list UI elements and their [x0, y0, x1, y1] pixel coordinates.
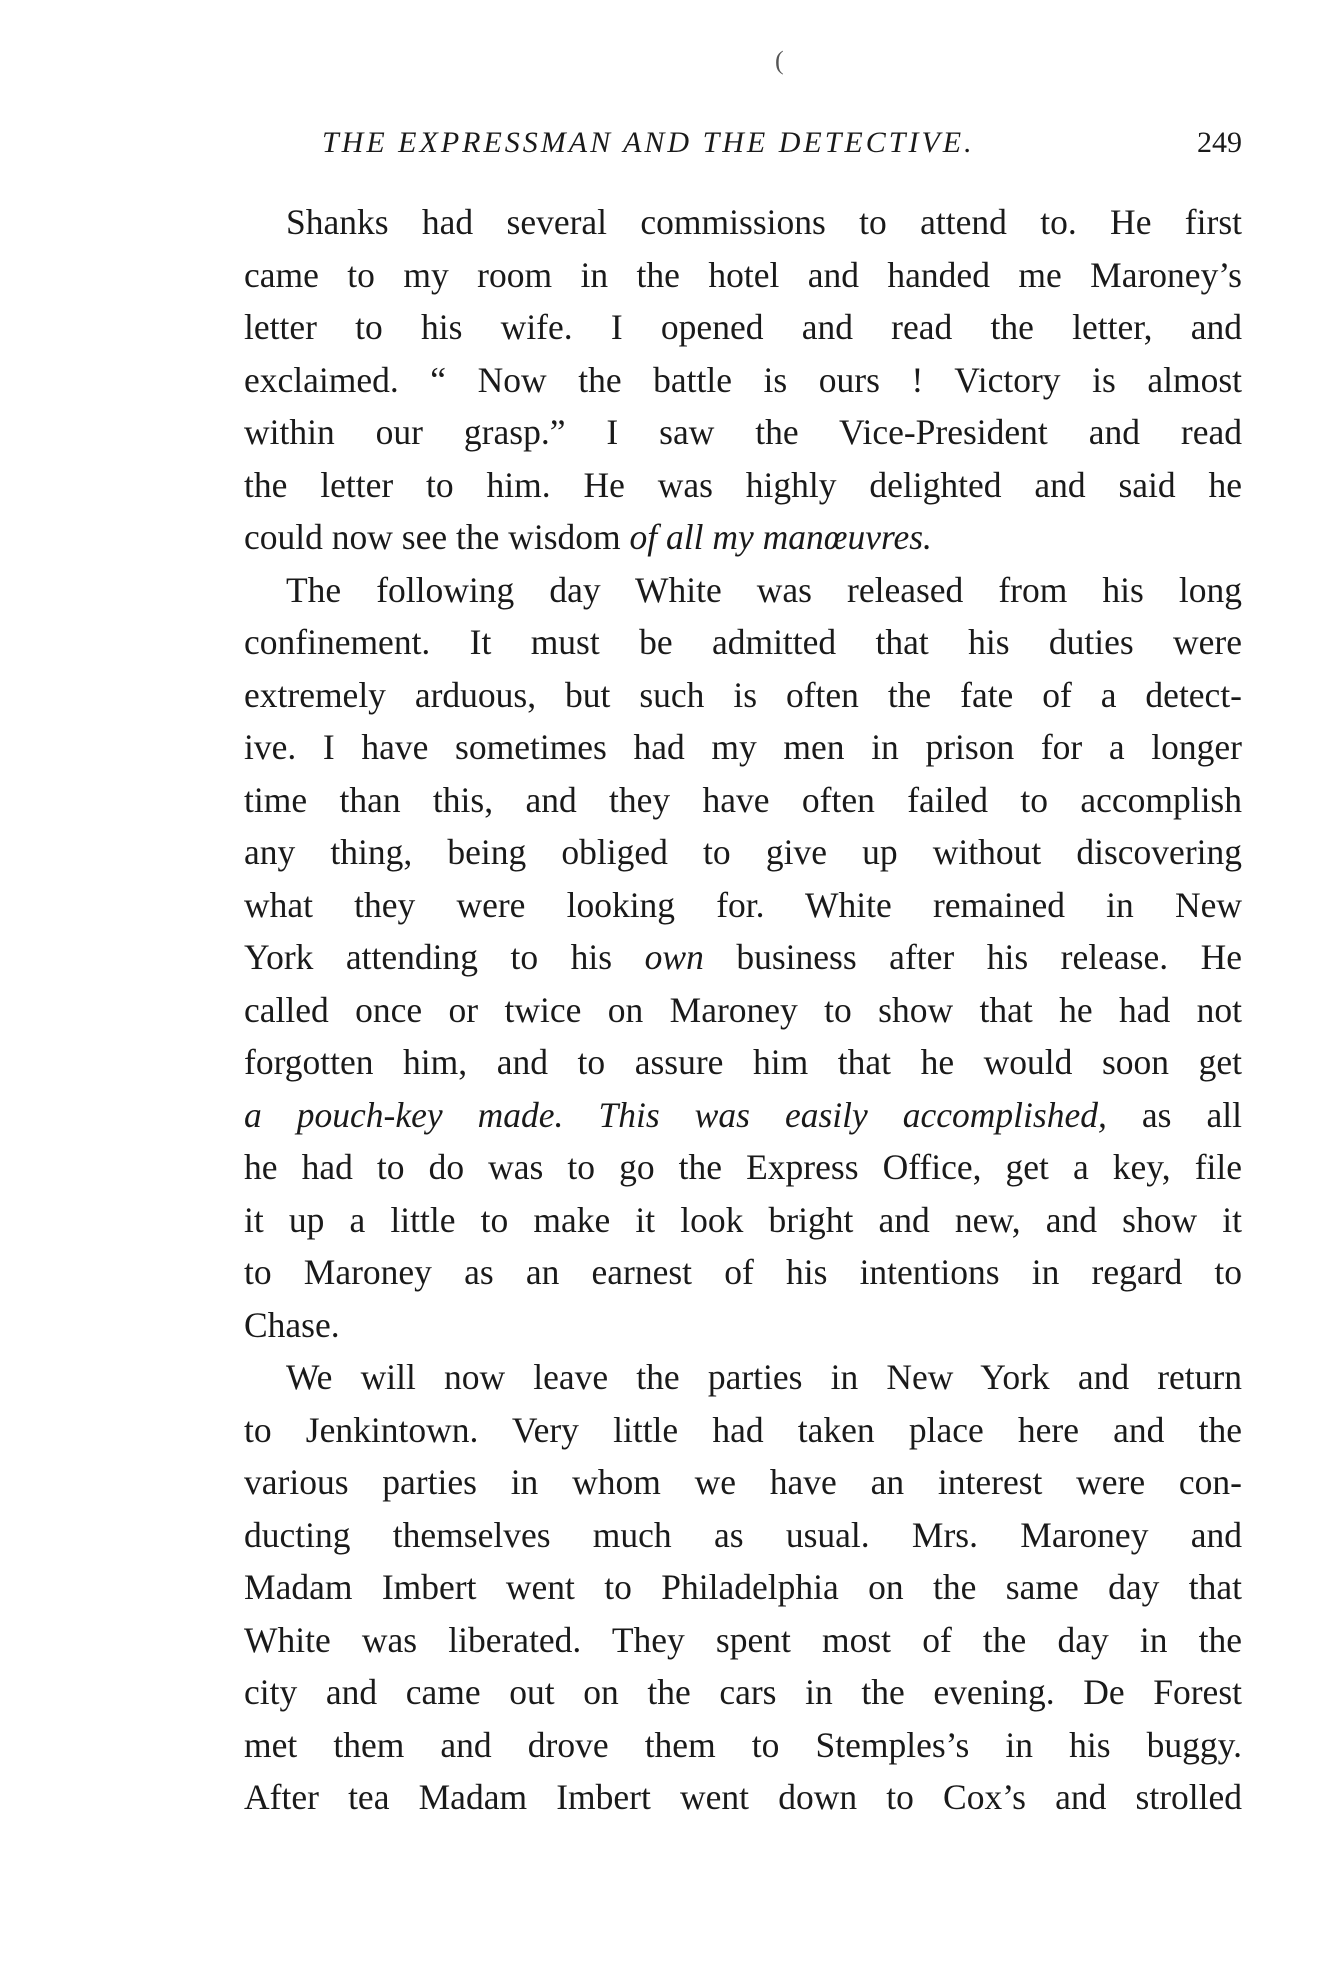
text-line: Madam Imbert went to Philadelphia on the same day that	[244, 1567, 1242, 1607]
text-line: exclaimed. “ Now the battle is ours ! Victory is almost	[244, 359, 1242, 400]
text-line: any thing, being obliged to give up without discovering	[244, 832, 1242, 872]
paragraph-1	[244, 196, 1242, 564]
text-line: he had to do was to go the Express Office, get a key, file	[244, 1147, 1242, 1187]
text-line: ive. I have sometimes had my men in prison for a longer	[244, 727, 1242, 767]
text-line	[244, 511, 1242, 564]
text-line: White was liberated. They spent most of the day in the	[244, 1619, 1242, 1660]
text-line: forgotten him, and to assure him that he would soon get	[244, 1042, 1242, 1082]
page-header	[322, 126, 1242, 166]
text-line: letter to his wife. I opened and read the letter, and	[244, 307, 1242, 347]
text-line: extremely arduous, but such is often the fate of a detect-	[244, 674, 1242, 715]
text-line: what they were looking for. White remained in New	[244, 884, 1242, 925]
page-number: 249	[1197, 126, 1242, 159]
text-line: ducting themselves much as usual. Mrs. Maroney and	[244, 1514, 1242, 1555]
stray-mark: (	[775, 46, 784, 75]
text-line: confinement. It must be admitted that his duties were	[244, 622, 1242, 662]
text-line: The following day White was released from his long	[286, 569, 1242, 610]
paragraph-2	[244, 564, 1242, 1352]
body-text	[244, 196, 1242, 1824]
text-line: came to my room in the hotel and handed me Maroney’s	[244, 254, 1242, 295]
text-line: called once or twice on Maroney to show that he had not	[244, 989, 1242, 1030]
text-line: to Maroney as an earnest of his intentions in regard to	[244, 1252, 1242, 1292]
text-line: various parties in whom we have an interest were con-	[244, 1462, 1242, 1502]
text-run: York attending to his	[244, 937, 645, 977]
text-line: After tea Madam Imbert went down to Cox’s and strolled	[244, 1777, 1242, 1817]
italic-run: a pouch-key made. This was easily accomplished,	[244, 1094, 1107, 1135]
text-line	[244, 931, 1242, 984]
text-line: Shanks had several commissions to attend to. He first	[286, 202, 1242, 242]
text-run: business after his release. He	[703, 937, 1242, 977]
text-line: time than this, and they have often failed to accomplish	[244, 779, 1242, 820]
text-line: met them and drove them to Stemples’s in his buggy.	[244, 1724, 1242, 1765]
text-line: We will now leave the parties in New York and return	[286, 1357, 1242, 1397]
text-line: to Jenkintown. Very little had taken place here and the	[244, 1409, 1242, 1450]
text-line: the letter to him. He was highly delighted and said he	[244, 464, 1242, 505]
text-run: could now see the wisdom	[244, 517, 630, 557]
paragraph-3	[244, 1351, 1242, 1824]
text-line: city and came out on the cars in the evening. De Forest	[244, 1672, 1242, 1712]
text-line: Chase.	[244, 1304, 340, 1345]
text-line	[244, 1089, 1242, 1142]
text-line: within our grasp.” I saw the Vice-President and read	[244, 412, 1242, 452]
running-title: THE EXPRESSMAN AND THE DETECTIVE.	[322, 126, 975, 159]
italic-run: own	[644, 937, 704, 977]
text-run: as all	[1106, 1094, 1242, 1135]
italic-run: of all my manœuvres.	[629, 517, 932, 557]
text-line: it up a little to make it look bright and new, and show it	[244, 1199, 1242, 1240]
